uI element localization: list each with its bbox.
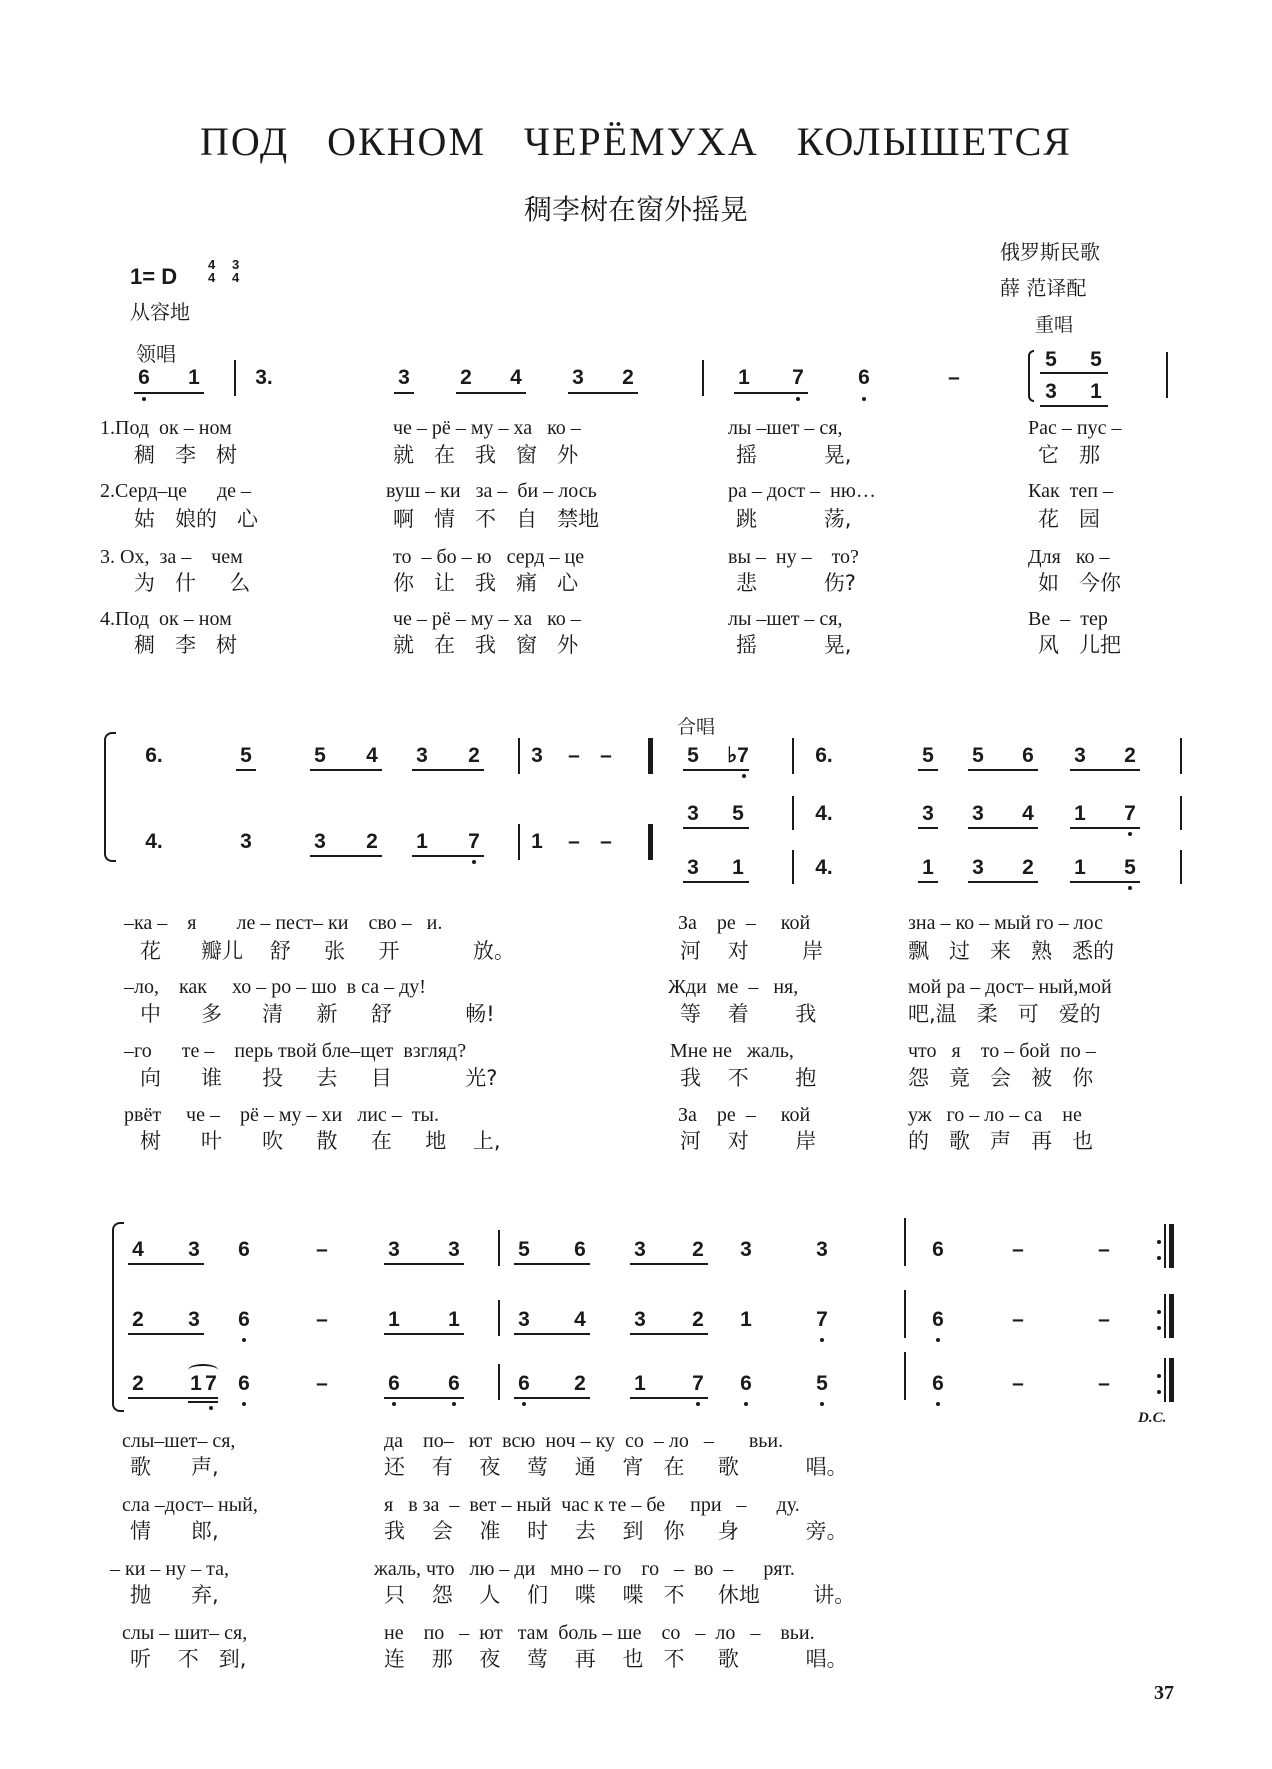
repeat-barline bbox=[648, 738, 653, 774]
note: 5 bbox=[732, 802, 744, 825]
barline bbox=[1164, 1224, 1166, 1268]
final-barline bbox=[1169, 1358, 1174, 1402]
lyric-line: 花 园 bbox=[1038, 507, 1101, 531]
note: 6 bbox=[858, 366, 870, 389]
lyric-line: че – рё – му – ха ко – bbox=[393, 608, 581, 630]
note: – bbox=[1012, 1372, 1024, 1395]
beam bbox=[630, 1397, 708, 1399]
lyric-line: вы – ну – то? bbox=[728, 546, 859, 568]
lyric-line: 姑 娘的 心 bbox=[134, 507, 259, 531]
lyric-line: 花 瓣儿 舒 张 开 放。 bbox=[140, 939, 515, 963]
lyric-line: лы –шет – ся, bbox=[728, 417, 843, 439]
note: 3 bbox=[240, 830, 252, 853]
note: 6 bbox=[932, 1372, 944, 1395]
note: 3 bbox=[188, 1308, 200, 1331]
note: 5 bbox=[1090, 348, 1102, 371]
lyric-line: 4.Под ок – ном bbox=[100, 608, 232, 630]
lyric-line: 3. Ох, за – чем bbox=[100, 546, 243, 568]
lyric-line: вуш – ки за – би – лось bbox=[386, 480, 597, 502]
note: 3 bbox=[687, 856, 699, 879]
beam bbox=[310, 855, 382, 857]
note: 7 bbox=[468, 830, 480, 853]
note: 1 bbox=[416, 830, 428, 853]
note: 5 bbox=[816, 1372, 828, 1395]
beam bbox=[384, 1333, 464, 1335]
barline bbox=[1164, 1294, 1166, 1338]
barline bbox=[1166, 352, 1168, 398]
note: 5 bbox=[1045, 348, 1057, 371]
low-octave-dot bbox=[472, 860, 476, 864]
barline bbox=[1180, 738, 1182, 774]
low-octave-dot bbox=[936, 1402, 940, 1406]
note: 2 bbox=[468, 744, 480, 767]
note: 3 bbox=[388, 1238, 400, 1261]
note: 1 bbox=[1074, 802, 1086, 825]
repeat-dot bbox=[1157, 1374, 1161, 1378]
note: – bbox=[1012, 1308, 1024, 1331]
barline bbox=[904, 1218, 906, 1266]
note: 3 bbox=[314, 830, 326, 853]
lyric-line: 河 对 岸 bbox=[680, 939, 824, 963]
note: 3 bbox=[188, 1238, 200, 1261]
origin-credit: 俄罗斯民歌 bbox=[1000, 240, 1100, 264]
low-octave-dot bbox=[392, 1402, 396, 1406]
note: 3 bbox=[740, 1238, 752, 1261]
lyric-line: 等 着 我 bbox=[680, 1002, 817, 1026]
beam bbox=[918, 827, 938, 829]
barline bbox=[518, 738, 520, 774]
lyric-line: 如 今你 bbox=[1038, 571, 1122, 595]
note: 2 bbox=[132, 1308, 144, 1331]
note: 3 bbox=[634, 1238, 646, 1261]
lyric-line: да по– ют всю ноч – ку со – ло – вьи. bbox=[384, 1430, 784, 1452]
lyric-line: –го те – перь твой бле–щет взгляд? bbox=[124, 1040, 467, 1062]
lyric-line: Мне не жаль, bbox=[670, 1040, 794, 1062]
repeat-dot bbox=[1157, 1256, 1161, 1260]
lyric-line: Жди ме – ня, bbox=[668, 976, 799, 998]
da-capo-marking: D.C. bbox=[1138, 1410, 1167, 1426]
note: 6 bbox=[574, 1238, 586, 1261]
beam bbox=[128, 1333, 204, 1335]
repeat-barline bbox=[648, 824, 653, 860]
note: 1 bbox=[1074, 856, 1086, 879]
barline bbox=[498, 1364, 500, 1400]
note: 3 bbox=[518, 1308, 530, 1331]
barline bbox=[904, 1352, 906, 1400]
lyric-line: 只 怨 人 们 喋 喋 不 休地 讲。 bbox=[384, 1583, 856, 1607]
lyric-line: 听 不 到, bbox=[130, 1647, 247, 1671]
beam bbox=[968, 827, 1038, 829]
beam bbox=[128, 1263, 204, 1265]
note: 1 bbox=[634, 1372, 646, 1395]
barline bbox=[792, 796, 794, 830]
note: 5 bbox=[922, 744, 934, 767]
note: 3 bbox=[816, 1238, 828, 1261]
lyric-line: слы – шит– ся, bbox=[122, 1622, 248, 1644]
note: 6. bbox=[145, 744, 163, 767]
note: 2 bbox=[692, 1308, 704, 1331]
note: – bbox=[600, 744, 612, 767]
beam bbox=[630, 1333, 708, 1335]
note: 3 bbox=[1045, 380, 1057, 403]
lyric-line: За ре – кой bbox=[678, 912, 811, 934]
translator-credit: 薛 范译配 bbox=[1000, 276, 1087, 300]
lyric-line: Рас – пус – bbox=[1028, 417, 1122, 439]
note: 1 bbox=[188, 366, 200, 389]
note: 4. bbox=[815, 856, 833, 879]
beam bbox=[456, 392, 526, 394]
note: 6 bbox=[518, 1372, 530, 1395]
beam bbox=[514, 1263, 590, 1265]
lyric-line: 它 那 bbox=[1038, 443, 1101, 467]
beam bbox=[968, 881, 1038, 883]
lyric-line: лы –шет – ся, bbox=[728, 608, 843, 630]
note: – bbox=[316, 1308, 328, 1331]
note: 6 bbox=[138, 366, 150, 389]
beam bbox=[683, 881, 749, 883]
note: – bbox=[600, 830, 612, 853]
note: 3 bbox=[1074, 744, 1086, 767]
beam bbox=[683, 827, 749, 829]
barline bbox=[792, 738, 794, 774]
note: 6 bbox=[740, 1372, 752, 1395]
lyric-line: 稠 李 树 bbox=[134, 633, 238, 657]
note: 7 bbox=[1124, 802, 1136, 825]
note: 5 bbox=[518, 1238, 530, 1261]
note: 4 bbox=[510, 366, 522, 389]
lyric-line: 摇 晃, bbox=[736, 443, 852, 467]
note: 5 bbox=[314, 744, 326, 767]
repeat-dot bbox=[1157, 1390, 1161, 1394]
beam bbox=[514, 1333, 590, 1335]
lyric-line: 为 什 么 bbox=[134, 571, 251, 595]
beam bbox=[514, 1397, 590, 1399]
lyric-line: Как теп – bbox=[1028, 480, 1113, 502]
lyric-line: 就 在 我 窗 外 bbox=[393, 443, 579, 467]
note: – bbox=[1098, 1308, 1110, 1331]
note: 3 bbox=[634, 1308, 646, 1331]
lyric-line: жаль, что лю – ди мно – го го – во – рят. bbox=[374, 1558, 795, 1580]
song-title: ПОД ОКНОМ ЧЕРЁМУХА КОЛЫШЕТСЯ bbox=[200, 119, 1072, 164]
note: 2 bbox=[1022, 856, 1034, 879]
note: 1 bbox=[922, 856, 934, 879]
note: 7 bbox=[692, 1372, 704, 1395]
low-octave-dot bbox=[1128, 886, 1132, 890]
note: 1 bbox=[388, 1308, 400, 1331]
page-number: 37 bbox=[1154, 1682, 1174, 1704]
note: 2 bbox=[692, 1238, 704, 1261]
lyric-line: я в за – вет – ный час к те – бе при – ду. bbox=[384, 1494, 800, 1516]
low-octave-dot bbox=[696, 1402, 700, 1406]
beam bbox=[1040, 405, 1108, 407]
note: – bbox=[1012, 1238, 1024, 1261]
low-octave-dot bbox=[862, 397, 866, 401]
note: 7 bbox=[816, 1308, 828, 1331]
beam bbox=[384, 1397, 464, 1399]
note: 6 bbox=[388, 1372, 400, 1395]
note: 6 bbox=[238, 1372, 250, 1395]
lyric-line: 歌 声, bbox=[130, 1455, 219, 1479]
note: 7 bbox=[792, 366, 804, 389]
repeat-dot bbox=[1157, 1310, 1161, 1314]
beam bbox=[568, 392, 638, 394]
time-signature-3-4: 3 4 bbox=[232, 257, 240, 285]
lyric-line: рвёт че – рё – му – хи лис – ты. bbox=[124, 1104, 439, 1126]
lyric-line: зна – ко – мый го – лос bbox=[908, 912, 1104, 934]
lyric-line: 啊 情 不 自 禁地 bbox=[393, 507, 600, 531]
beam bbox=[310, 769, 382, 771]
barline bbox=[498, 1230, 500, 1266]
note: 2 bbox=[366, 830, 378, 853]
note: 3 bbox=[922, 802, 934, 825]
lyric-line: 你 让 我 痛 心 bbox=[393, 571, 579, 595]
lyric-line: 向 谁 投 去 目 光? bbox=[140, 1066, 498, 1090]
lyric-line: 树 叶 吹 散 在 地 上, bbox=[140, 1129, 501, 1153]
note: 3 bbox=[972, 856, 984, 879]
barline bbox=[904, 1290, 906, 1338]
note: 2 bbox=[574, 1372, 586, 1395]
lyric-line: 我 不 抱 bbox=[680, 1066, 817, 1090]
barline bbox=[1164, 1358, 1166, 1402]
note: 1 bbox=[738, 366, 750, 389]
beam bbox=[683, 769, 749, 771]
chorus-label: 合唱 bbox=[677, 716, 716, 738]
beam bbox=[236, 769, 256, 771]
lyric-line: Для ко – bbox=[1028, 546, 1110, 568]
beam bbox=[1070, 881, 1140, 883]
system-bracket bbox=[112, 1222, 124, 1412]
note: 5 bbox=[240, 744, 252, 767]
beam bbox=[918, 769, 938, 771]
system-bracket bbox=[104, 732, 116, 862]
note: 5 bbox=[687, 744, 699, 767]
note: – bbox=[1098, 1372, 1110, 1395]
lyric-line: ра – дост – ню… bbox=[728, 480, 876, 502]
note: 6. bbox=[815, 744, 833, 767]
note: 3. bbox=[255, 366, 273, 389]
note: 7 bbox=[205, 1372, 217, 1395]
note: 3 bbox=[416, 744, 428, 767]
note: – bbox=[948, 366, 960, 389]
slur bbox=[188, 1364, 218, 1376]
lyric-line: 情 郎, bbox=[130, 1519, 219, 1543]
beam bbox=[384, 1263, 464, 1265]
repeat-dot bbox=[1157, 1326, 1161, 1330]
lyric-line: –ка – я ле – пест– ки сво – и. bbox=[124, 912, 443, 934]
note: 4 bbox=[132, 1238, 144, 1261]
lyric-line: 连 那 夜 莺 再 也 不 歌 唱。 bbox=[384, 1647, 848, 1671]
lyric-line: –ло, как хо – ро – шо в са – ду! bbox=[124, 976, 426, 998]
note: 1 bbox=[732, 856, 744, 879]
beam bbox=[394, 392, 414, 394]
final-barline bbox=[1169, 1294, 1174, 1338]
note: 6 bbox=[1022, 744, 1034, 767]
note: – bbox=[316, 1372, 328, 1395]
key-signature: 1= D bbox=[130, 264, 178, 289]
note: 6 bbox=[238, 1238, 250, 1261]
low-octave-dot bbox=[744, 1402, 748, 1406]
note: 3 bbox=[687, 802, 699, 825]
note: 1 bbox=[190, 1372, 202, 1395]
low-octave-dot bbox=[242, 1338, 246, 1342]
lyric-line: 河 对 岸 bbox=[680, 1129, 817, 1153]
note: – bbox=[316, 1238, 328, 1261]
time-signature-4-4: 4 4 bbox=[208, 257, 216, 285]
lyric-line: 稠 李 树 bbox=[134, 443, 238, 467]
note: ♭7 bbox=[727, 744, 749, 767]
note: 4. bbox=[815, 802, 833, 825]
beam bbox=[734, 392, 808, 394]
note: – bbox=[568, 830, 580, 853]
beam bbox=[968, 769, 1038, 771]
lyric-line: не по – ют там боль – ше со – ло – вьи. bbox=[384, 1622, 815, 1644]
note: 1 bbox=[531, 830, 543, 853]
barline bbox=[498, 1300, 500, 1336]
beam bbox=[134, 392, 204, 394]
note: 6 bbox=[448, 1372, 460, 1395]
note: 1 bbox=[740, 1308, 752, 1331]
repeat-dot bbox=[1157, 1240, 1161, 1244]
lyric-line: 还 有 夜 莺 通 宵 在 歌 唱。 bbox=[384, 1455, 848, 1479]
note: – bbox=[568, 744, 580, 767]
barline bbox=[792, 850, 794, 884]
lyric-line: то – бо – ю серд – це bbox=[393, 546, 585, 568]
note: 3 bbox=[972, 802, 984, 825]
lyric-line: Ве – тер bbox=[1028, 608, 1108, 630]
note: 6 bbox=[932, 1308, 944, 1331]
barline bbox=[234, 360, 236, 396]
note: 3 bbox=[572, 366, 584, 389]
low-octave-dot bbox=[1128, 832, 1132, 836]
song-subtitle: 稠李树在窗外摇晃 bbox=[523, 193, 748, 226]
lyric-line: 抛 弃, bbox=[130, 1583, 219, 1607]
note: 2 bbox=[1124, 744, 1136, 767]
low-octave-dot bbox=[242, 1402, 246, 1406]
beam bbox=[128, 1397, 218, 1399]
lyric-line: че – рё – му – ха ко – bbox=[393, 417, 581, 439]
note: 1 bbox=[1090, 380, 1102, 403]
low-octave-dot bbox=[209, 1406, 213, 1410]
lead-label: 领唱 bbox=[136, 342, 176, 366]
note: 3 bbox=[448, 1238, 460, 1261]
note: 4 bbox=[366, 744, 378, 767]
note: 4 bbox=[574, 1308, 586, 1331]
note: 4 bbox=[1022, 802, 1034, 825]
note: 5 bbox=[972, 744, 984, 767]
low-octave-dot bbox=[522, 1402, 526, 1406]
part-brace bbox=[1028, 350, 1034, 402]
lyric-line: – ки – ну – та, bbox=[110, 1558, 229, 1580]
note: 2 bbox=[460, 366, 472, 389]
beam bbox=[412, 769, 484, 771]
note: 6 bbox=[932, 1238, 944, 1261]
final-barline bbox=[1169, 1224, 1174, 1268]
beam bbox=[1070, 827, 1140, 829]
note: 4. bbox=[145, 830, 163, 853]
note: 1 bbox=[448, 1308, 460, 1331]
note: 3 bbox=[531, 744, 543, 767]
barline bbox=[518, 824, 520, 860]
beam bbox=[630, 1263, 708, 1265]
note: 3 bbox=[398, 366, 410, 389]
lyric-line: что я то – бой по – bbox=[908, 1040, 1096, 1062]
low-octave-dot bbox=[820, 1402, 824, 1406]
low-octave-dot bbox=[796, 397, 800, 401]
beam bbox=[918, 881, 938, 883]
note: – bbox=[1098, 1238, 1110, 1261]
lyric-line: 吧,温 柔 可 爱的 bbox=[908, 1002, 1101, 1026]
lyric-line: 摇 晃, bbox=[736, 633, 852, 657]
lyric-line: мой ра – дост– ный,мой bbox=[908, 976, 1112, 998]
lyric-line: слы–шет– ся, bbox=[122, 1430, 236, 1452]
beam bbox=[1070, 769, 1140, 771]
beam bbox=[188, 1401, 218, 1403]
lyric-line: 飘 过 来 熟 悉的 bbox=[908, 939, 1115, 963]
barline bbox=[702, 360, 704, 396]
lyric-line: 悲 伤? bbox=[736, 571, 856, 595]
note: 2 bbox=[132, 1372, 144, 1395]
lyric-line: уж го – ло – са не bbox=[908, 1104, 1082, 1126]
beam bbox=[1040, 372, 1108, 374]
low-octave-dot bbox=[820, 1338, 824, 1342]
lyric-line: 2.Серд–це де – bbox=[100, 480, 252, 502]
low-octave-dot bbox=[452, 1402, 456, 1406]
lyric-line: 风 儿把 bbox=[1038, 633, 1122, 657]
barline bbox=[1180, 796, 1182, 830]
note: 6 bbox=[238, 1308, 250, 1331]
note: 2 bbox=[622, 366, 634, 389]
lyric-line: 中 多 清 新 舒 畅! bbox=[140, 1002, 495, 1026]
duet-label: 重唱 bbox=[1035, 314, 1074, 336]
lyric-line: 就 在 我 窗 外 bbox=[393, 633, 579, 657]
low-octave-dot bbox=[936, 1338, 940, 1342]
tempo-marking: 从容地 bbox=[130, 300, 190, 324]
lyric-line: 跳 荡, bbox=[736, 507, 852, 531]
note: 5 bbox=[1124, 856, 1136, 879]
barline bbox=[1180, 850, 1182, 884]
lyric-line: За ре – кой bbox=[678, 1104, 811, 1126]
lyric-line: 我 会 准 时 去 到 你 身 旁。 bbox=[384, 1519, 848, 1543]
lyric-line: сла –дост– ный, bbox=[122, 1494, 258, 1516]
lyric-line: 1.Под ок – ном bbox=[100, 417, 232, 439]
lyric-line: 怨 竟 会 被 你 bbox=[908, 1066, 1094, 1090]
beam bbox=[412, 855, 484, 857]
lyric-line: 的 歌 声 再 也 bbox=[908, 1129, 1094, 1153]
low-octave-dot bbox=[742, 774, 746, 778]
low-octave-dot bbox=[142, 397, 146, 401]
